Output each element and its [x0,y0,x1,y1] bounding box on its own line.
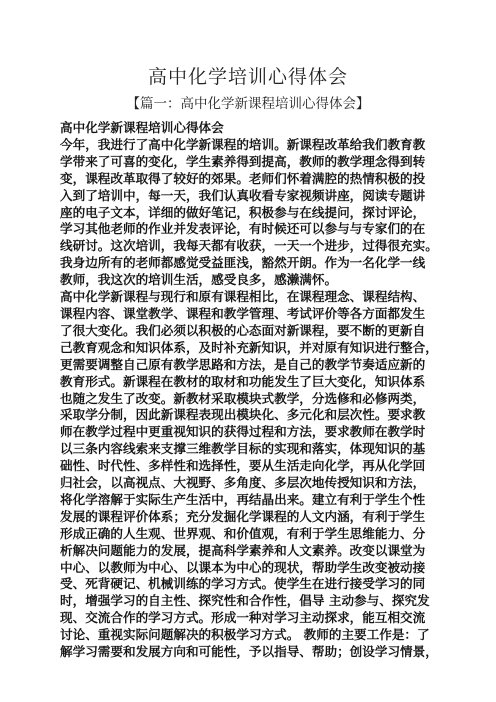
document-subtitle: 【篇一：高中化学新课程培训心得体会】 [126,96,370,112]
body-line: 发展的课程评价体系；充分发掘化学课程的人文内涵，有利于学生 [60,508,426,524]
body-line: 我身边所有的老师都感觉受益匪浅，豁然开朗。作为一名化学一线 [60,255,426,271]
body-line: 也随之发生了改变。新教材采取模块式教学，分选修和必修两类， [60,390,426,406]
body-line: 以三条内容线索来支撑三维教学目标的实现和落实，体现知识的基 [60,441,426,457]
body-line: 础性、时代性、多样性和选择性，要从生活走向化学，再从化学回 [60,458,426,474]
body-line: 将化学溶解于实际生产生活中，再结晶出来。建立有利于学生个性 [60,491,426,507]
body-line: 学习其他老师的作业并发表评论，有时候还可以参与与专家们的在 [60,221,426,237]
document-title: 高中化学培训心得体会 [147,66,348,88]
body-line: 今年，我进行了高中化学新课程的培训。新课程改革给我们教育教 [60,136,426,152]
body-line: 解学习需要和发展方向和可能性，予以指导、帮助；创设学习情景， [60,644,438,660]
document-body [60,120,450,661]
body-line: 己教育观念和知识体系，及时补充新知识，并对原有知识进行整合， [60,339,438,355]
body-line: 座的电子文本，详细的做好笔记，积极参与在线提问，探讨评论， [60,204,426,220]
body-line: 形成正确的人生观、世界观、和价值观，有利于学生思维能力、分 [60,525,426,541]
body-line: 学带来了可喜的变化，学生素养得到提高，教师的教学理念得到转 [60,153,426,169]
body-line: 师在教学过程中更重视知识的获得过程和方法，要求教师在教学时 [60,424,426,440]
body-line: 了很大变化。我们必须以积极的心态面对新课程，要不断的更新自 [60,322,426,338]
body-line: 采取学分制，因此新课程表现出模块化、多元化和层次性。要求教 [60,407,426,423]
body-line: 教育形式。新课程在教材的取材和功能发生了巨大变化，知识体系 [60,373,426,389]
body-line: 归社会，以高视点、大视野、多角度、多层次地传授知识和方法， [60,475,426,491]
body-line: 线研讨。这次培训，我每天都有收获，一天一个进步，过得很充实。 [60,238,438,254]
body-line: 教师，我这次的培训生活，感受良多，感濑满怀。 [60,272,338,288]
body-line: 时，增强学习的自主性、探究性和合作性，倡导 主动参与、探究发 [60,593,430,609]
body-line: 课程内容、课堂教学、课程和教学管理、考试评价等各方面都发生 [60,305,426,321]
body-line: 高中化学新课程培训心得体会 [60,120,224,135]
body-line: 讨论、重视实际问题解决的积极学习方式。 教师的主要工作是：了 [60,627,430,643]
body-line: 现、交流合作的学习方式。形成一种对学习主动探求，能互相交流 [60,610,426,626]
body-line: 变，课程改革取得了较好的郊果。老师们怀着满腔的热情积极的投 [60,170,426,186]
body-line: 更需要调整自己原有教学思路和方法，是自己的教学节奏适应新的 [60,356,426,372]
body-line: 受、死背硬记、机械训练的学习方式。使学生在进行接受学习的同 [60,576,426,592]
body-line: 中心、以教师为中心、以课本为中心的现状，帮助学生改变被动接 [60,559,426,575]
body-line: 析解决问题能力的发展，提高科学素养和人文素养。改变以课堂为 [60,542,426,558]
body-line: 入到了培训中，每一天，我们认真收看专家视频讲座，阅读专题讲 [60,187,426,203]
body-line: 高中化学新课程与现行和原有课程相比，在课程理念、课程结构、 [60,289,426,305]
